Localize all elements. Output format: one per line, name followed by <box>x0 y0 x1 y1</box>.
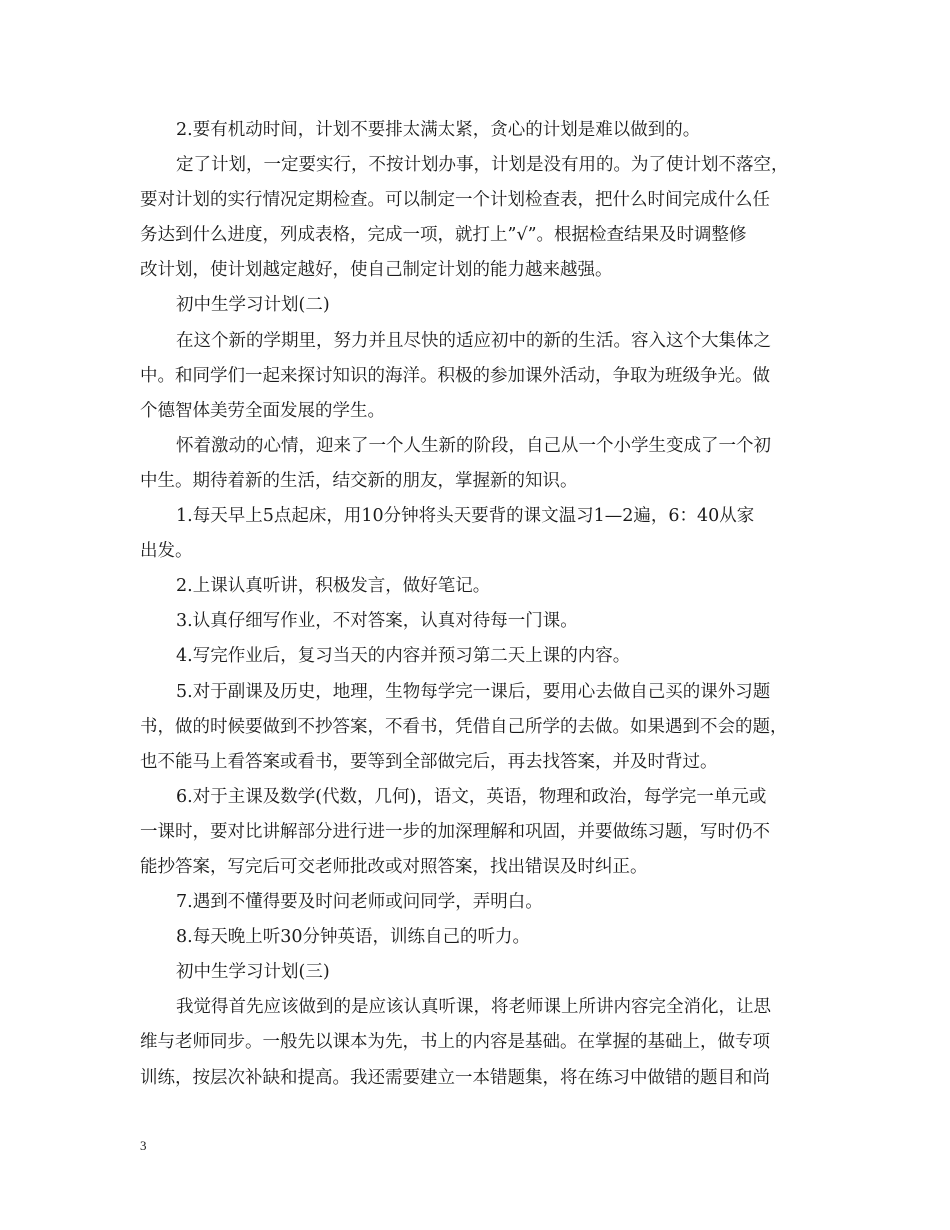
text-line: 务达到什么进度，列成表格，完成一项，就打上”√”。根据检查结果及时调整修 <box>140 225 747 246</box>
list-item: 5.对于副课及历史，地理，生物每学完一课后，要用心去做自己买的课外习题 <box>176 681 771 702</box>
text-line: 定了计划，一定要实行，不按计划办事，计划是没有用的。为了使计划不落空， <box>176 155 789 176</box>
page-number: 3 <box>140 1138 147 1153</box>
text-line: 中生。期待着新的生活，结交新的朋友，掌握新的知识。 <box>140 470 578 491</box>
text-line: 个德智体美劳全面发展的学生。 <box>140 400 385 421</box>
text-line: 2.要有机动时间，计划不要排太满太紧，贪心的计划是难以做到的。 <box>176 120 701 140</box>
list-item: 4.写完作业后，复习当天的内容并预习第二天上课的内容。 <box>176 646 631 667</box>
text-line: 改计划，使计划越定越好，使自己制定计划的能力越来越强。 <box>140 260 613 281</box>
text-line: 一课时，要对比讲解部分进行进一步的加深理解和巩固，并要做练习题，写时仍不 <box>140 821 770 842</box>
text-line: 我觉得首先应该做到的是应该认真听课，将老师课上所讲内容完全消化，让思 <box>176 997 771 1018</box>
text-line: 维与老师同步。一般先以课本为先，书上的内容是基础。在掌握的基础上，做专项 <box>140 1032 770 1053</box>
document-body <box>140 113 816 1096</box>
text-line: 中。和同学们一起来探讨知识的海洋。积极的参加课外活动，争取为班级争光。做 <box>140 365 770 386</box>
list-item: 1.每天早上5点起床，用10分钟将头天要背的课文温习1—2遍，6：40从家 <box>176 506 755 527</box>
text-line: 要对计划的实行情况定期检查。可以制定一个计划检查表，把什么时间完成什么任 <box>140 190 770 211</box>
list-item: 7.遇到不懂得要及时问老师或问同学，弄明白。 <box>176 892 543 913</box>
text-line: 出发。 <box>140 541 193 562</box>
list-item: 2.上课认真听讲，积极发言，做好笔记。 <box>176 576 491 597</box>
text-line: 书，做的时候要做到不抄答案，不看书，凭借自己所学的去做。如果遇到不会的题， <box>140 716 788 737</box>
section-heading: 初中生学习计划(二) <box>176 295 330 316</box>
list-item: 8.每天晚上听30分钟英语，训练自己的听力。 <box>176 927 530 948</box>
list-item: 3.认真仔细写作业，不对答案，认真对待每一门课。 <box>176 611 578 632</box>
text-line: 也不能马上看答案或看书，要等到全部做完后，再去找答案，并及时背过。 <box>140 751 718 772</box>
section-heading: 初中生学习计划(三) <box>176 962 330 983</box>
text-line: 在这个新的学期里，努力并且尽快的适应初中的新的生活。容入这个大集体之 <box>176 330 771 351</box>
list-item: 6.对于主课及数学(代数，几何)，语文，英语，物理和政治，每学完一单元或 <box>176 786 767 807</box>
text-line: 怀着激动的心情，迎来了一个人生新的阶段，自己从一个小学生变成了一个初 <box>176 435 771 456</box>
text-line: 训练，按层次补缺和提高。我还需要建立一本错题集，将在练习中做错的题目和尚 <box>140 1067 770 1088</box>
text-line: 能抄答案，写完后可交老师批改或对照答案，找出错误及时纠正。 <box>140 856 648 877</box>
